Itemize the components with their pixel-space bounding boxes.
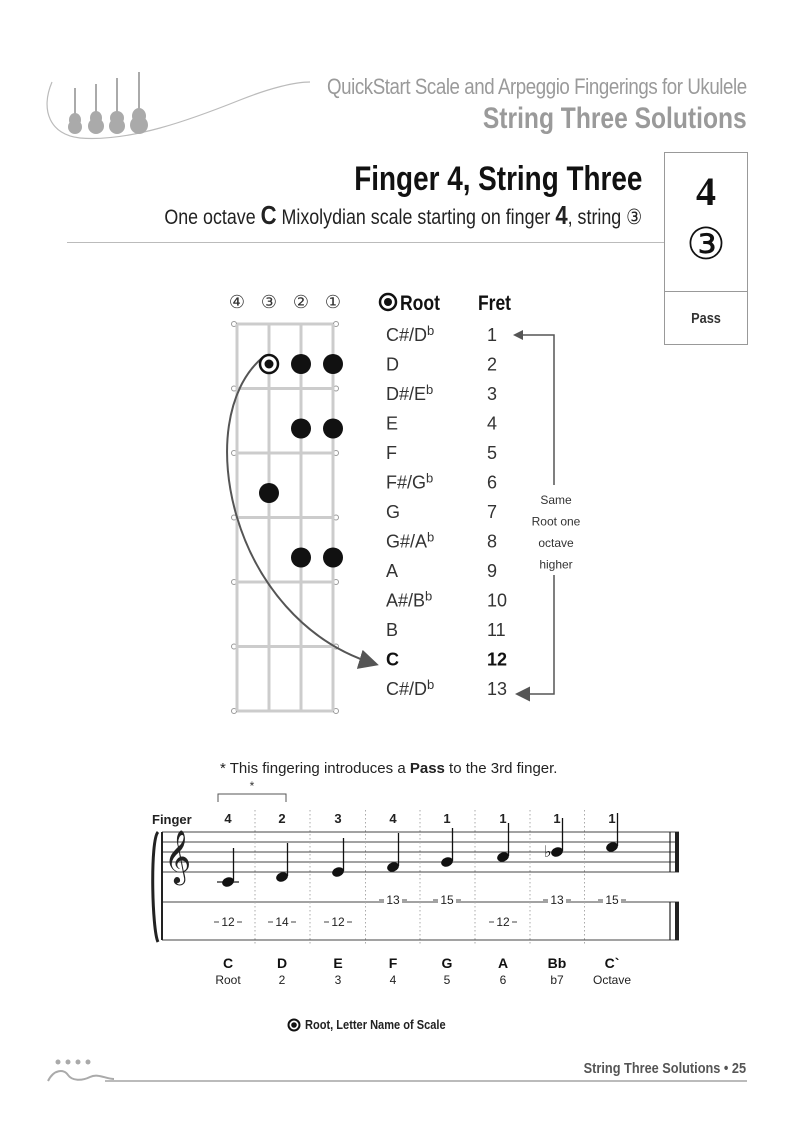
note-letter: E (333, 955, 343, 971)
note-letter: F (388, 955, 398, 971)
finger-number: 1 (608, 811, 616, 826)
bracket-note: Root one (531, 514, 581, 529)
tab-number: 15 (440, 893, 454, 907)
tab-number: 12 (221, 915, 235, 929)
fret-number: 3 (487, 384, 498, 404)
fret-number: 10 (487, 590, 508, 611)
scale-degree: 6 (499, 973, 507, 987)
root-legend-icon (287, 1018, 301, 1032)
page-footer: String Three Solutions • 25 (583, 1060, 746, 1077)
note-name: B (386, 620, 399, 640)
note-name: $G\#/A^b$ (386, 529, 435, 552)
box-pass-label: Pass (691, 310, 721, 327)
fret-number: 5 (487, 443, 498, 463)
treble-clef-icon: 𝄞 (164, 829, 192, 883)
finger-dot (323, 419, 343, 439)
system-brace (153, 832, 158, 942)
finger-dot (291, 548, 311, 568)
box-string-number: ③ (686, 219, 726, 270)
note-letter: G (441, 955, 453, 971)
bracket-bottom (518, 575, 554, 694)
finger-dot (291, 419, 311, 439)
footer-logo (44, 1055, 124, 1087)
fret-number: 7 (487, 502, 498, 522)
finger-dot (259, 483, 279, 503)
fret-number: 1 (487, 325, 498, 345)
page-subtitle: One octave C Mixolydian scale starting on finger 4, string ③ (164, 200, 642, 230)
scale-degree: 5 (443, 973, 451, 987)
tab-number: 12 (496, 915, 510, 929)
fret-number: 9 (487, 561, 498, 581)
bracket-note: octave (538, 536, 574, 550)
string-label: ② (292, 292, 310, 313)
finger-number: 4 (224, 811, 232, 826)
tab-number: 13 (386, 893, 400, 907)
root-legend: Root, Letter Name of Scale (305, 1017, 446, 1032)
fret-number: 6 (487, 472, 498, 493)
scale-degree: b7 (550, 973, 564, 987)
fret-number: 2 (487, 354, 498, 375)
bracket-top (518, 335, 554, 485)
fret-number: 8 (487, 531, 498, 552)
note-name: E (386, 413, 399, 434)
box-finger-number: 4 (696, 169, 716, 214)
tab-number: 12 (331, 915, 345, 929)
note-name: $C\#/D^b$ (386, 323, 435, 345)
note-name: $A\#/B^b$ (386, 588, 433, 611)
note-name: $F\#/G^b$ (386, 470, 434, 493)
note-name: D (386, 354, 399, 375)
scale-degree: Octave (592, 973, 632, 987)
finger-number: 1 (499, 811, 507, 826)
title-rule (67, 242, 664, 243)
note-name: F (386, 443, 397, 463)
tab-number: 13 (550, 893, 564, 907)
fret-number: 13 (487, 679, 508, 699)
pass-bracket (218, 794, 286, 802)
note-letter: C` (604, 955, 620, 971)
footer-rule (105, 1080, 747, 1082)
finger-number: 3 (334, 811, 342, 826)
string-label: ③ (260, 292, 278, 313)
fret-header: Fret (478, 292, 511, 315)
scale-degree: 3 (334, 973, 342, 987)
note-name: $C\#/D^b$ (386, 677, 435, 699)
tab-number: 15 (605, 893, 619, 907)
finger-dot (323, 548, 343, 568)
fret-number: 11 (487, 620, 506, 640)
finger-number: 4 (389, 811, 397, 826)
note-letter: D (276, 955, 288, 971)
pass-note: * This fingering introduces a Pass to the 3rd finger. (220, 760, 558, 777)
header-title: String Three Solutions (483, 102, 747, 135)
bracket-note: Same (540, 493, 572, 507)
string-label: ④ (228, 292, 246, 313)
page-title: Finger 4, String Three (353, 160, 642, 198)
finger-dot (323, 354, 343, 374)
note-letter: A (497, 955, 509, 971)
fret-number: 4 (487, 413, 498, 434)
flat-sign: ♭ (544, 842, 552, 861)
bracket-arrow-head (513, 330, 523, 340)
fretboard-diagram (0, 280, 794, 720)
note-letter: C (222, 955, 234, 971)
header-subtitle: QuickStart Scale and Arpeggio Fingerings for Ukulele (327, 74, 747, 99)
note-name: G (386, 502, 401, 522)
pass-marker: * (249, 780, 255, 793)
finger-dot (291, 354, 311, 374)
bracket-note: higher (539, 557, 573, 572)
finger-number: 2 (278, 811, 286, 826)
finger-number: 1 (443, 811, 451, 826)
notation-staff (0, 780, 794, 1000)
scale-degree: Root (215, 973, 241, 987)
root-dot (260, 355, 278, 373)
tab-number: 14 (275, 915, 289, 929)
finger-number: 1 (553, 811, 561, 826)
scale-degree: 4 (389, 973, 397, 987)
string-label: ① (324, 292, 342, 313)
ukulele-logo (40, 60, 320, 150)
note-name: C (386, 649, 399, 670)
root-header: Root (400, 292, 440, 315)
note-name: A (386, 561, 399, 581)
scale-degree: 2 (278, 973, 286, 987)
note-letter: Bb (547, 955, 567, 971)
finger-label: Finger (152, 812, 192, 827)
note-name: $D\#/E^b$ (386, 382, 434, 404)
fret-number: 12 (487, 649, 508, 670)
